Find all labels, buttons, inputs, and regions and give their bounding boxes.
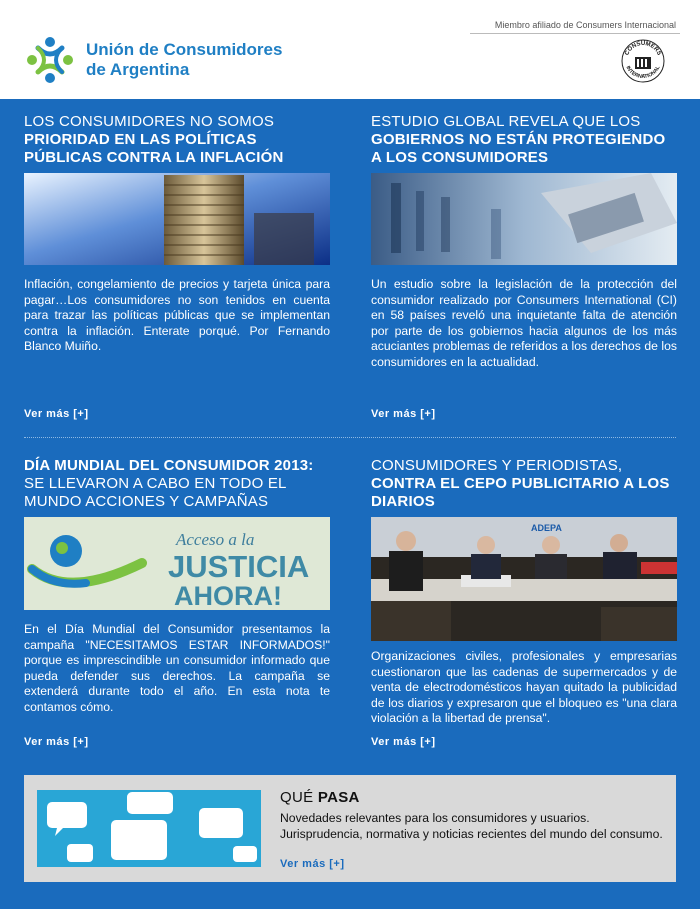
justice-campaign-image[interactable]: [24, 517, 330, 610]
shoppers-photo[interactable]: [371, 173, 677, 265]
article-body: Un estudio sobre la legislación de la protección del consumidor realizado por Consumers International (CI) en 58 países reveló una inquietante falta de atención por parte de los gobiernos hacia algunos de los más acuciantes problemas de referidos a los derechos de los consumidores en la actualidad.: [371, 277, 677, 369]
section-divider: [24, 437, 676, 438]
press-conference-photo[interactable]: [371, 517, 677, 641]
divider: [470, 33, 680, 34]
article-title[interactable]: CONSUMIDORES Y PERIODISTAS, CONTRA EL CEPO PUBLICITARIO A LOS DIARIOS: [371, 457, 670, 510]
org-logo-icon[interactable]: [24, 34, 76, 86]
org-name[interactable]: [86, 40, 282, 80]
read-more-link[interactable]: Ver más [+]: [371, 408, 436, 420]
article-title[interactable]: LOS CONSUMIDORES NO SOMOS PRIORIDAD EN LAS POLÍTICAS PÚBLICAS CONTRA LA INFLACIÓN: [24, 113, 284, 166]
seal-top-text: CONSUMERS: [624, 41, 662, 57]
image-banner-text: ADEPA: [531, 523, 562, 533]
que-pasa-title[interactable]: QUÉ PASA: [280, 789, 360, 806]
image-caption-line1: Acceso a la: [176, 530, 255, 549]
article-global-study: [371, 113, 677, 167]
consumers-international-seal-icon[interactable]: [620, 38, 666, 84]
article-body: Inflación, congelamiento de precios y tarjeta única para pagar…Los consumidores no son tenidos en cuenta para trazar las políticas públicas que se implementan contra la inflación. Enterate porqué. Por Fernando Blanco Muiño.: [24, 277, 330, 353]
image-caption-line2: JUSTICIA: [168, 549, 310, 584]
seal-bottom-text: INTERNATIONAL: [624, 65, 662, 80]
article-body: Organizaciones civiles, profesionales y empresarias cuestionaron que las cadenas de supermercados y de venta de electrodomésticos hayan quitado la publicidad de los diarios y expresaron que el bloqueo es "una clara violación a la libertad de prensa".: [371, 649, 677, 725]
image-caption-line3: AHORA!: [174, 581, 282, 610]
que-pasa-panel: [24, 775, 676, 882]
member-note: Miembro afiliado de Consumers Internacional: [494, 20, 676, 30]
coins-photo[interactable]: [24, 173, 330, 265]
article-title[interactable]: DÍA MUNDIAL DEL CONSUMIDOR 2013: SE LLEVARON A CABO EN TODO EL MUNDO ACCIONES Y CAMPAÑAS: [24, 457, 314, 510]
article-title[interactable]: ESTUDIO GLOBAL REVELA QUE LOS GOBIERNOS NO ESTÁN PROTEGIENDO A LOS CONSUMIDORES: [371, 113, 666, 166]
read-more-link[interactable]: Ver más [+]: [280, 858, 345, 870]
article-world-consumer-day: [24, 457, 330, 511]
speech-bubbles-image[interactable]: [37, 790, 261, 867]
article-body: En el Día Mundial del Consumidor presentamos la campaña "NECESITAMOS ESTAR INFORMADOS!" porque es imprescindible un consumidor informado que pueda defender sus derechos. La campaña se extenderá durante todo el año. En esta nota te contamos cómo.: [24, 622, 330, 714]
org-name-line1: Unión de Consumidores: [86, 40, 283, 59]
read-more-link[interactable]: Ver más [+]: [371, 736, 436, 748]
header: [0, 0, 700, 99]
article-journalists: [371, 457, 677, 511]
org-name-line2: de Argentina: [86, 60, 190, 79]
read-more-link[interactable]: Ver más [+]: [24, 408, 89, 420]
svg-text:CONSUMERS: [624, 41, 662, 57]
read-more-link[interactable]: Ver más [+]: [24, 736, 89, 748]
que-pasa-body: Novedades relevantes para los consumidores y usuarios. Jurisprudencia, normativa y noticias recientes del mundo del consumo.: [280, 811, 663, 841]
article-inflation: [24, 113, 330, 167]
